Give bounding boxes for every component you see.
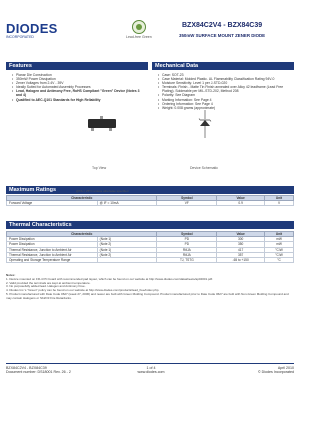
- table-row: [7, 201, 294, 206]
- diodes-logo: [6, 20, 58, 40]
- green-badge-icon: [132, 20, 146, 34]
- thermal-cell: Thermal Resistance, Junction to Ambient Air: [7, 252, 98, 257]
- thermal-header-cell: Symbol: [157, 232, 217, 237]
- notes-heading: Notes:: [6, 273, 16, 277]
- max-ratings-title: Maximum Ratings: [9, 187, 57, 193]
- thermal-cell: 357: [217, 252, 265, 257]
- thermal-table: [6, 231, 294, 263]
- thermal-cell: -65 to +150: [217, 258, 265, 263]
- green-badge-label: Lead-free Green: [126, 35, 152, 39]
- footer-page-number: 1 of 4: [146, 366, 156, 370]
- feature-item: • Zener Voltages from 2.4V - 39V: [12, 81, 146, 85]
- mechanical-data-item: • Moisture Sensitivity: Level 1 per J-STD-020: [158, 81, 292, 85]
- max_ratings-cell: V: [265, 201, 294, 206]
- thermal-cell: Thermal Resistance, Junction to Ambient Air: [7, 247, 98, 252]
- thermal-cell: °C/W: [265, 247, 294, 252]
- thermal-cell: (Note 2): [97, 252, 157, 257]
- zener-diode-schematic-icon: [190, 110, 220, 138]
- thermal-cell: 300: [217, 237, 265, 242]
- note-item: 5. Product manufactured with Date Code 0627 (week 27, 2006) and newer are built with Green Molding Compound. Product manufactured prior to Date Code 0627 are built with Non-Green Molding Compound and may contain Halogens or Sb2O3 Fire Retardants.: [6, 291, 289, 300]
- note-item: 1. Device mounted on FR-4 PC board with recommended pad layout, which can be found on our website at http://www.diodes.com/datasheets/ap02001.pdf.: [6, 276, 213, 281]
- thermal-header-cell: Value: [217, 232, 265, 237]
- footer-right: [234, 366, 294, 374]
- thermal-cell: (Note 2): [97, 242, 157, 247]
- logo-subtext: INCORPORATED: [6, 35, 34, 39]
- mechanical-data-item: • Marking Information: See Page 4: [158, 98, 292, 102]
- thermal-cell: 350: [217, 242, 265, 247]
- footer-center: [136, 366, 166, 374]
- feature-item: • Lead, Halogen and Antimony Free, RoHS Compliant "Green" Device (Notes 3 and 4): [12, 89, 146, 97]
- footer-document-number: Document number: DS18001 Rev. 26 - 2: [6, 370, 71, 375]
- thermal-heading: Thermal Characteristics: [6, 221, 294, 229]
- part-number-title: BZX84C2V4 - BZX84C39: [182, 22, 263, 29]
- max_ratings-cell: @ IF = 10mA: [97, 201, 157, 206]
- thermal-cell: PD: [157, 237, 217, 242]
- max_ratings-header-cell: Characteristic: [7, 196, 157, 201]
- thermal-cell: °C: [265, 258, 294, 263]
- logo-text: DIODES: [6, 21, 58, 36]
- max_ratings-cell: VF: [157, 201, 217, 206]
- thermal-cell: RθJA: [157, 252, 217, 257]
- max_ratings-cell: 0.9: [217, 201, 265, 206]
- thermal-cell: TJ, TSTG: [157, 258, 217, 263]
- sot23-package-image: [88, 116, 116, 130]
- mechanical-data-item: • Case Material: Molded Plastic. UL Flammability Classification Rating 94V-0: [158, 77, 292, 81]
- top-view-caption: Top View: [92, 166, 107, 170]
- max-ratings-table: [6, 195, 294, 206]
- max-ratings-heading: [6, 186, 294, 194]
- notes-section: [6, 274, 294, 301]
- footer-part-number: BZX84C2V4 - BZX84C39: [6, 366, 47, 370]
- thermal-cell: mW: [265, 237, 294, 242]
- thermal-cell: °C/W: [265, 252, 294, 257]
- footer-divider: [6, 363, 294, 364]
- thermal-cell: (Note 1): [97, 247, 157, 252]
- note-item: 3. No purposefully added lead. Halogen and Antimony Free.: [6, 284, 86, 289]
- mechanical-data-heading: Mechanical Data: [152, 62, 294, 70]
- footer-website[interactable]: www.diodes.com: [137, 370, 165, 375]
- thermal-cell: mW: [265, 242, 294, 247]
- device-schematic-caption: Device Schematic: [190, 166, 219, 170]
- max_ratings-cell: Forward Voltage: [7, 201, 98, 206]
- thermal-cell: (Note 1): [97, 237, 157, 242]
- max-ratings-condition: @TA = 25°C unless otherwise specified: [76, 189, 129, 193]
- mechanical-data-item: • Weight: 0.008 grams (approximate): [158, 106, 292, 110]
- max_ratings-header-cell: Symbol: [157, 196, 217, 201]
- thermal-cell: PD: [157, 242, 217, 247]
- product-subtitle: 350mW SURFACE MOUNT ZENER DIODE: [179, 33, 266, 38]
- page-header: [6, 20, 294, 56]
- thermal-header-cell: Unit: [265, 232, 294, 237]
- mechanical-data-item: • Case: SOT-23: [158, 73, 292, 77]
- thermal-header-cell: Characteristic: [7, 232, 157, 237]
- feature-item: • 350mW Power Dissipation: [12, 77, 146, 81]
- mechanical-data-item: • Terminals: Finish - Matte Tin Finish annealed over Alloy 42 leadframe (Lead Free Plating). Solderable per MIL-STD-202, Method 208: [158, 85, 292, 93]
- thermal-cell: Power Dissipation: [7, 237, 98, 242]
- mechanical-data-list: [158, 73, 292, 110]
- footer-left: [6, 366, 71, 374]
- mechanical-data-item: • Polarity: See Diagram: [158, 93, 292, 97]
- max_ratings-header-cell: Value: [217, 196, 265, 201]
- thermal-cell: RθJA: [157, 247, 217, 252]
- thermal-cell: [97, 258, 157, 263]
- thermal-cell: Power Dissipation: [7, 242, 98, 247]
- features-heading: Features: [6, 62, 148, 70]
- table-row: [7, 258, 294, 263]
- feature-item: • Planar Die Construction: [12, 73, 146, 77]
- footer-date: April 2010: [277, 366, 294, 370]
- features-list: [12, 73, 146, 102]
- max_ratings-header-cell: Unit: [265, 196, 294, 201]
- thermal-cell: 417: [217, 247, 265, 252]
- footer-copyright: © Diodes Incorporated: [257, 370, 294, 375]
- thermal-cell: Operating and Storage Temperature Range: [7, 258, 98, 263]
- mechanical-data-item: • Ordering Information: See Page 4: [158, 102, 292, 106]
- note-item: 4. Diodes Inc.'s "Green" policy can be found on our website at http://www.diodes.com/products/lead_free/index.php.: [6, 288, 160, 293]
- feature-item: • Ideally Suited for Automated Assembly Processes: [12, 85, 146, 89]
- feature-item: • Qualified to AEC-Q101 Standards for High Reliability: [12, 98, 146, 102]
- note-item: 2. Valid provided the terminals are kept at ambient temperature.: [6, 280, 91, 285]
